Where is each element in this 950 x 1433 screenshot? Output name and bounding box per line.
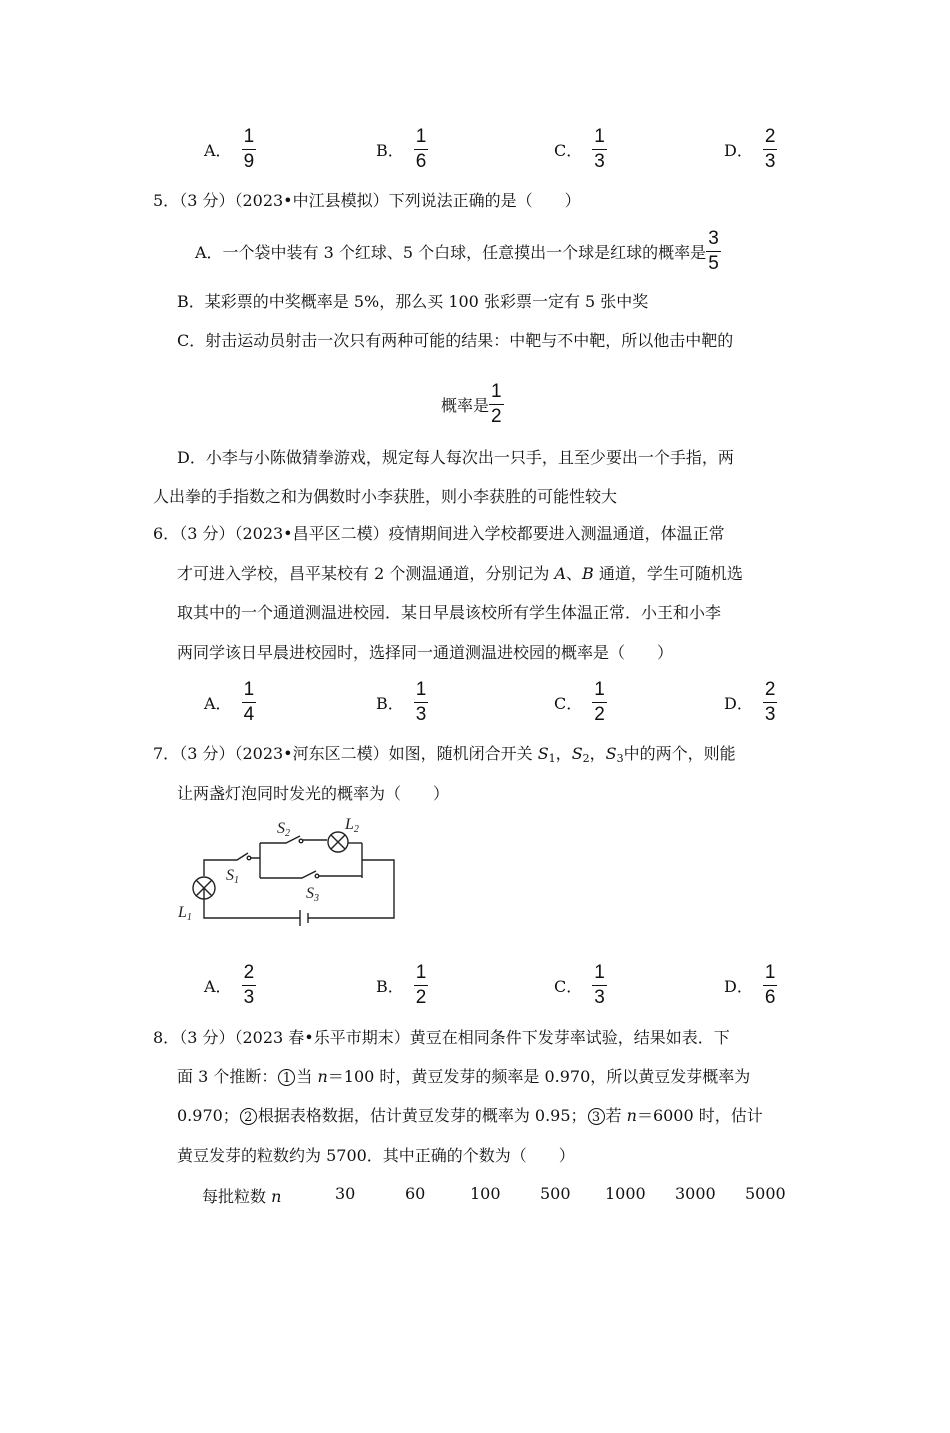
option-label: D． [724,977,753,996]
table-cell: 60 [405,1184,426,1203]
q6-stem-line1: 6．（3 分）（2023•昌平区二模）疫情期间进入学校都要进入测温通道，体温正常 [153,524,725,543]
table-cell: 1000 [605,1184,646,1203]
fraction: $\frac{1}{2}$ [415,962,427,1008]
label-l1: L1 [178,904,192,923]
fraction: $\frac{1}{9}$ [243,126,255,172]
q6-option-d[interactable] [724,680,777,725]
q7-option-d[interactable] [724,963,777,1008]
fraction: $\frac{1}{3}$ [415,679,427,725]
q7-option-a[interactable] [204,963,256,1008]
label-s3: S3 [306,885,319,904]
table-cell: 5000 [745,1184,786,1203]
switch-s3-contact [315,874,319,878]
q8-stem-line2: 面 3 个推断： 1 当 n＝100 时，黄豆发芽的频率是 0.970，所以黄豆发芽概率为 [177,1067,751,1086]
fraction: $\frac{2}{3}$ [243,962,255,1008]
q5-option-d[interactable]: D．小李与小陈做猜拳游戏，规定每人每次出一只手，且至少要出一个手指，两 [177,448,734,467]
q5-option-c-cont: 概率是 $\frac{1}{2}$ [441,381,502,427]
fraction: $\frac{2}{3}$ [764,679,776,725]
q6-option-c[interactable] [554,680,607,725]
fraction: $\frac{2}{3}$ [764,126,776,172]
option-label: B． [376,694,404,713]
question-number: 6． [153,524,180,543]
switch-s1 [231,853,260,860]
question-number: 8． [153,1028,180,1047]
q5-option-c[interactable]: C．射击运动员射击一次只有两种可能的结果：中靶与不中靶，所以他击中靶的 [177,331,734,350]
circled-number-2: 2 [240,1108,257,1125]
circuit-diagram [174,812,414,932]
option-label: C． [554,977,583,996]
q7-option-b[interactable] [376,963,428,1008]
fraction: $\frac{1}{6}$ [764,962,776,1008]
option-label: D． [724,694,753,713]
question-number: 5． [153,191,180,210]
table-cell: 3000 [675,1184,716,1203]
q5-stem: 5．（3 分）（2023•中江县模拟）下列说法正确的是（ ） [153,191,581,210]
q6-stem-line3: 取其中的一个通道测温进校园．某日早晨该校所有学生体温正常．小王和小李 [177,603,722,622]
q8-stem-line4: 黄豆发芽的粒数约为 5700．其中正确的个数为（ ） [177,1146,575,1165]
q8-stem-line3: 0.970； 2 根据表格数据，估计黄豆发芽的概率为 0.95； 3 若 n＝6000 时，估计 [177,1106,763,1125]
q8-table-row [0,1184,950,1206]
q5-option-d-cont: 人出拳的手指数之和为偶数时小李获胜，则小李获胜的可能性较大 [153,487,618,506]
q6-stem-line2: 才可进入学校，昌平某校有 2 个测温通道，分别记为 A、B 通道，学生可随机选 [177,564,743,583]
option-label: A． [204,977,232,996]
option-label: B． [376,977,404,996]
label-l2: L2 [345,816,359,835]
fraction: $\frac{1}{2}$ [491,381,502,427]
option-label: A． [204,141,232,160]
q4-option-b[interactable] [376,127,428,172]
fraction: $\frac{1}{2}$ [594,679,605,725]
option-label: C． [554,694,583,713]
table-header: 每批粒数 n [202,1187,282,1206]
switch-s2-contact [299,839,303,843]
question-number: 7． [153,744,180,763]
table-cell: 30 [335,1184,356,1203]
table-cell: 500 [540,1184,571,1203]
option-label: C． [554,141,583,160]
wire-parallel-right [362,843,381,878]
circled-number-3: 3 [588,1108,605,1125]
q7-option-c[interactable] [554,963,607,1008]
fraction: $\frac{1}{3}$ [594,126,605,172]
q6-option-a[interactable] [204,680,256,725]
switch-s3 [260,871,362,878]
q7-stem-line2: 让两盏灯泡同时发光的概率为（ ） [177,784,450,803]
q4-option-a[interactable] [204,127,256,172]
label-s1: S1 [226,867,239,886]
fraction: $\frac{1}{6}$ [415,126,427,172]
fraction: $\frac{3}{5}$ [708,228,719,274]
label-s2: S2 [277,820,290,839]
switch-s2 [260,836,327,843]
fraction: $\frac{1}{4}$ [243,679,255,725]
q4-option-c[interactable] [554,127,607,172]
q6-stem-line4: 两同学该日早晨进校园时，选择同一通道测温进校园的概率是（ ） [177,643,674,662]
q4-option-d[interactable] [724,127,777,172]
switch-s1-contact [247,856,251,860]
circled-number-1: 1 [278,1069,295,1086]
option-label: D． [724,141,753,160]
q8-stem-line1: 8．（3 分）（2023 春•乐平市期末）黄豆在相同条件下发芽率试验，结果如表．下 [153,1028,730,1047]
lamp-l2 [328,832,348,852]
option-label: A． [204,694,232,713]
option-label: B． [376,141,404,160]
q6-option-b[interactable] [376,680,428,725]
q5-option-b[interactable]: B．某彩票的中奖概率是 5%，那么买 100 张彩票一定有 5 张中奖 [177,292,649,311]
q5-option-a[interactable]: A．一个袋中装有 3 个红球、5 个白球，任意摸出一个球是红球的概率是 $\frac{3}{5}$ [195,228,719,274]
table-cell: 100 [470,1184,501,1203]
fraction: $\frac{1}{3}$ [594,962,605,1008]
q7-stem-line1: 7．（3 分）（2023•河东区二模）如图，随机闭合开关 $S_1$，$S_2$，$S_3$中的两个，则能 [153,744,736,765]
